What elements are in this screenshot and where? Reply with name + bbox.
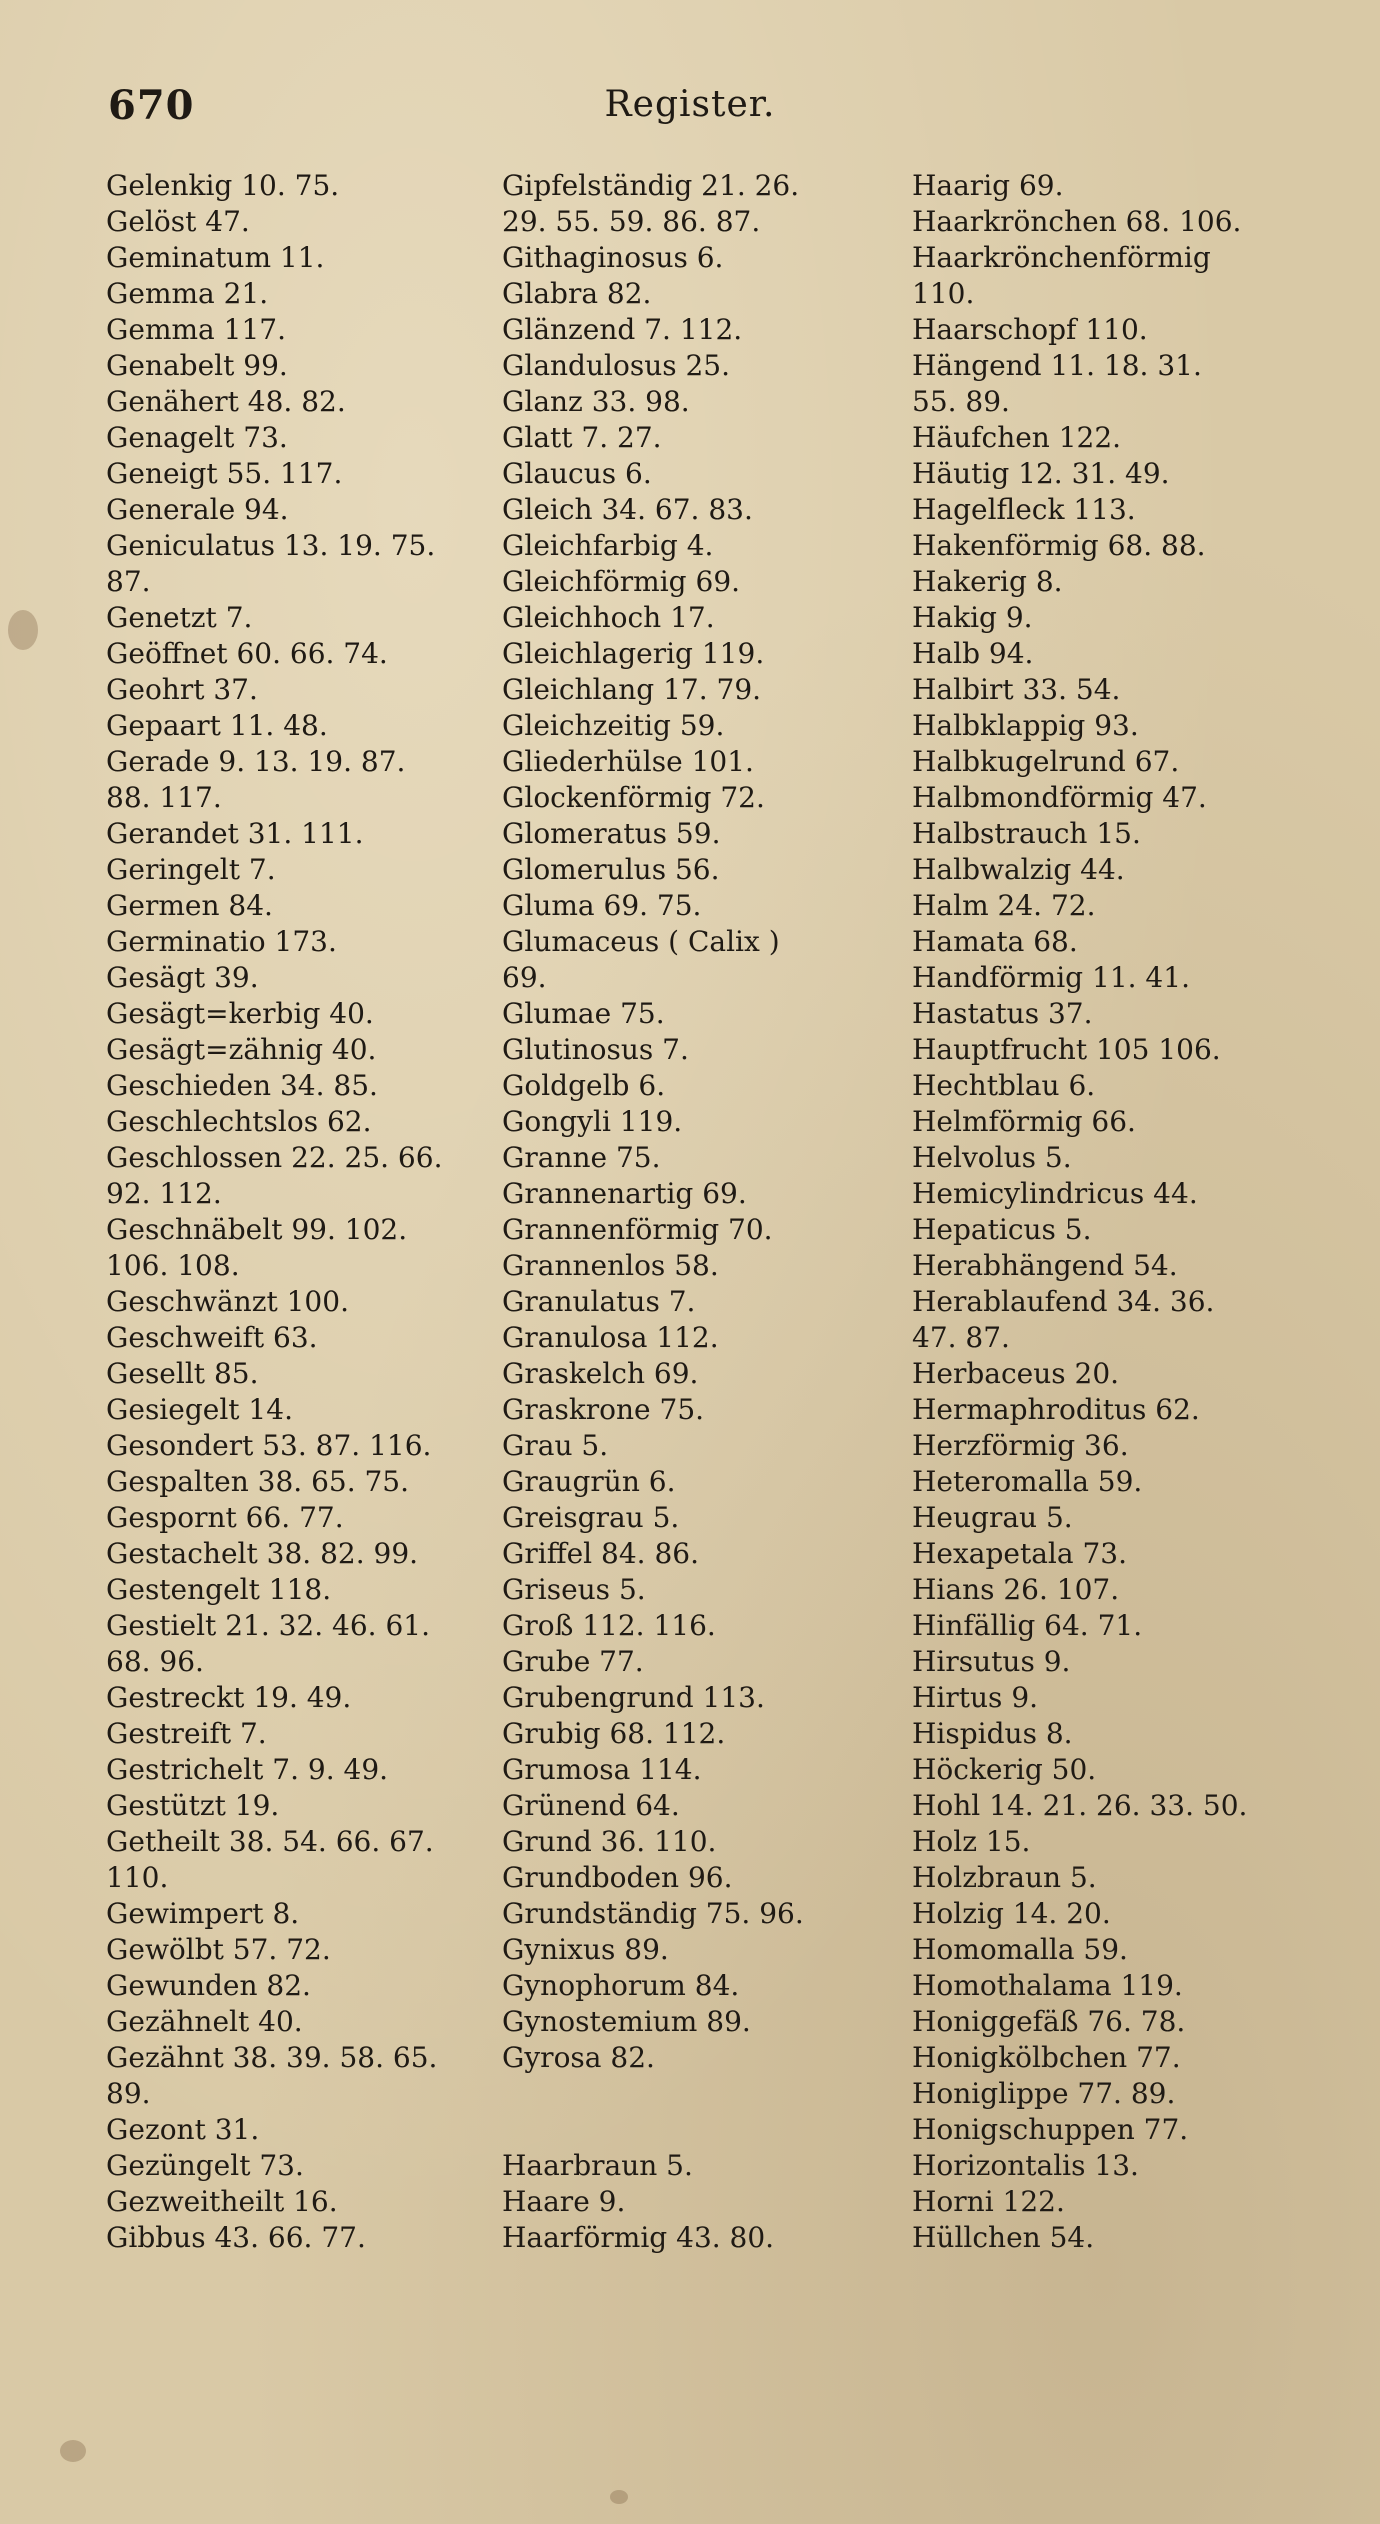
index-entry: Herbaceus 20. (912, 1357, 1120, 1390)
index-entry: 55. 89. (912, 385, 1010, 418)
index-entry: Honiggefäß 76. 78. (912, 2005, 1186, 2038)
index-entry: Herablaufend 34. 36. (912, 1285, 1215, 1318)
index-entry: 110. (106, 1861, 169, 1894)
index-entry: 69. (502, 961, 547, 994)
index-entry: Haarschopf 110. (912, 313, 1148, 346)
index-entry: Herabhängend 54. (912, 1249, 1178, 1282)
index-entry: Haare 9. (502, 2185, 626, 2218)
index-entry: Geschlechtslos 62. (106, 1105, 372, 1138)
index-entry: Hechtblau 6. (912, 1069, 1096, 1102)
index-entry: Griseus 5. (502, 1573, 646, 1606)
index-entry: Gesellt 85. (106, 1357, 259, 1390)
index-entry: Gerandet 31. 111. (106, 817, 364, 850)
index-entry: Halbklappig 93. (912, 709, 1139, 742)
index-entry: Genabelt 99. (106, 349, 288, 382)
index-entry: Glumaceus ( Calix ) (502, 925, 780, 958)
index-entry: Höckerig 50. (912, 1753, 1097, 1786)
index-entry: Glumae 75. (502, 997, 665, 1030)
index-entry: Geringelt 7. (106, 853, 276, 886)
index-entry: Glutinosus 7. (502, 1033, 689, 1066)
index-entry: Hüllchen 54. (912, 2221, 1095, 2254)
index-entry: Genähert 48. 82. (106, 385, 346, 418)
index-entry: Glaucus 6. (502, 457, 652, 490)
index-entry: Gesägt=kerbig 40. (106, 997, 374, 1030)
index-entry: Hispidus 8. (912, 1717, 1073, 1750)
paper-stain (60, 2440, 86, 2462)
index-entry: Gestielt 21. 32. 46. 61. (106, 1609, 431, 1642)
index-entry: 88. 117. (106, 781, 222, 814)
index-column-2 (502, 168, 912, 2256)
page-number: 670 (108, 82, 195, 129)
running-head: Register. (604, 84, 776, 125)
index-entry: Hohl 14. 21. 26. 33. 50. (912, 1789, 1248, 1822)
index-entry: Holzig 14. 20. (912, 1897, 1111, 1930)
index-entry: Granulosa 112. (502, 1321, 719, 1354)
index-entry: Geminatum 11. (106, 241, 325, 274)
index-entry: Goldgelb 6. (502, 1069, 666, 1102)
index-entry: Geschnäbelt 99. 102. (106, 1213, 408, 1246)
index-entry: Gespalten 38. 65. 75. (106, 1465, 410, 1498)
index-entry: Greisgrau 5. (502, 1501, 680, 1534)
index-entry: 87. (106, 565, 151, 598)
index-entry: Handförmig 11. 41. (912, 961, 1190, 994)
index-entry: Genagelt 73. (106, 421, 288, 454)
index-entry: Grau 5. (502, 1429, 609, 1462)
index-entry: Heteromalla 59. (912, 1465, 1143, 1498)
index-entry: Halbwalzig 44. (912, 853, 1125, 886)
index-entry: Gemma 21. (106, 277, 269, 310)
index-entry: Germen 84. (106, 889, 273, 922)
index-entry: Gleich 34. 67. 83. (502, 493, 753, 526)
index-entry: Honigschuppen 77. (912, 2113, 1189, 2146)
index-entry: 89. (106, 2077, 151, 2110)
index-entry: Graugrün 6. (502, 1465, 676, 1498)
index-entry: Gepaart 11. 48. (106, 709, 328, 742)
index-entry: Gerade 9. 13. 19. 87. (106, 745, 406, 778)
index-entry: Honigkölbchen 77. (912, 2041, 1181, 2074)
index-entry: Gewölbt 57. 72. (106, 1933, 331, 1966)
index-entry: Haarkrönchen 68. 106. (912, 205, 1242, 238)
index-entry: Gezüngelt 73. (106, 2149, 304, 2182)
index-entry: Gezweitheilt 16. (106, 2185, 338, 2218)
index-entry: Hakerig 8. (912, 565, 1063, 598)
index-entry: Halbmondförmig 47. (912, 781, 1207, 814)
index-entry: Hepaticus 5. (912, 1213, 1092, 1246)
index-entry: Glandulosus 25. (502, 349, 731, 382)
index-entry: Graskelch 69. (502, 1357, 699, 1390)
index-entry: Gestrichelt 7. 9. 49. (106, 1753, 389, 1786)
index-entry: Grünend 64. (502, 1789, 680, 1822)
index-entry: Halbkugelrund 67. (912, 745, 1180, 778)
column-gap (502, 2076, 912, 2112)
index-column-3 (912, 168, 1320, 2256)
index-entry: 68. 96. (106, 1645, 204, 1678)
index-entry: Hinfällig 64. 71. (912, 1609, 1143, 1642)
index-entry: Hastatus 37. (912, 997, 1093, 1030)
index-entry: Holz 15. (912, 1825, 1031, 1858)
index-entry: Geohrt 37. (106, 673, 258, 706)
index-entry: Hauptfrucht 105 106. (912, 1033, 1221, 1066)
index-entry: Hirsutus 9. (912, 1645, 1071, 1678)
index-entry: 110. (912, 277, 975, 310)
index-entry: Grubengrund 113. (502, 1681, 765, 1714)
index-entry: Germinatio 173. (106, 925, 337, 958)
index-entry: Gluma 69. 75. (502, 889, 702, 922)
index-entry: Heugrau 5. (912, 1501, 1073, 1534)
index-entry: Hamata 68. (912, 925, 1078, 958)
index-entry: Haarkrönchenförmig (912, 241, 1211, 274)
index-entry: Glänzend 7. 112. (502, 313, 743, 346)
index-entry: Geöffnet 60. 66. 74. (106, 637, 388, 670)
index-entry: Holzbraun 5. (912, 1861, 1097, 1894)
index-entry: Gynophorum 84. (502, 1969, 740, 2002)
index-entry: Halbirt 33. 54. (912, 673, 1121, 706)
index-entry: Hakig 9. (912, 601, 1033, 634)
index-entry: Hians 26. 107. (912, 1573, 1120, 1606)
column-gap (502, 2112, 912, 2148)
index-entry: Gewimpert 8. (106, 1897, 300, 1930)
index-entry: Hermaphroditus 62. (912, 1393, 1200, 1426)
index-entry: Getheilt 38. 54. 66. 67. (106, 1825, 434, 1858)
index-entry: Gestachelt 38. 82. 99. (106, 1537, 419, 1570)
index-entry: Gelenkig 10. 75. (106, 169, 340, 202)
index-entry: Gipfelständig 21. 26. (502, 169, 800, 202)
index-entry: 92. 112. (106, 1177, 222, 1210)
index-entry: Gespornt 66. 77. (106, 1501, 344, 1534)
index-entry: Gestreift 7. (106, 1717, 267, 1750)
index-entry: Horni 122. (912, 2185, 1065, 2218)
index-entry: Hängend 11. 18. 31. (912, 349, 1202, 382)
index-entry: Gynixus 89. (502, 1933, 669, 1966)
index-entry: Helvolus 5. (912, 1141, 1072, 1174)
index-entry: Githaginosus 6. (502, 241, 724, 274)
index-entry: Glatt 7. 27. (502, 421, 662, 454)
index-entry: Gelöst 47. (106, 205, 250, 238)
index-entry: Hakenförmig 68. 88. (912, 529, 1206, 562)
index-entry: Gezähnelt 40. (106, 2005, 303, 2038)
index-entry: Grumosa 114. (502, 1753, 702, 1786)
index-entry: 47. 87. (912, 1321, 1010, 1354)
index-entry: Geschlossen 22. 25. 66. (106, 1141, 443, 1174)
index-entry: Glockenförmig 72. (502, 781, 765, 814)
index-entry: Generale 94. (106, 493, 289, 526)
index-entry: Gewunden 82. (106, 1969, 311, 2002)
index-entry: Graskrone 75. (502, 1393, 705, 1426)
index-entry: Halb 94. (912, 637, 1034, 670)
index-entry: Gesägt 39. (106, 961, 259, 994)
index-entry: Gynostemium 89. (502, 2005, 751, 2038)
index-entry: Gleichförmig 69. (502, 565, 741, 598)
index-entry: Gyrosa 82. (502, 2041, 655, 2074)
index-entry: Homothalama 119. (912, 1969, 1183, 2002)
index-entry: Geneigt 55. 117. (106, 457, 343, 490)
index-entry: Geniculatus 13. 19. 75. (106, 529, 436, 562)
index-entry: Gezähnt 38. 39. 58. 65. (106, 2041, 438, 2074)
index-entry: Glanz 33. 98. (502, 385, 690, 418)
index-entry: Gleichlang 17. 79. (502, 673, 762, 706)
index-entry: Herzförmig 36. (912, 1429, 1129, 1462)
index-entry: Gemma 117. (106, 313, 286, 346)
index-entry: Halbstrauch 15. (912, 817, 1141, 850)
index-entry: Glomeratus 59. (502, 817, 721, 850)
index-entry: Genetzt 7. (106, 601, 253, 634)
index-entry: Haarig 69. (912, 169, 1064, 202)
index-entry: 106. 108. (106, 1249, 240, 1282)
index-entry: Gezont 31. (106, 2113, 260, 2146)
index-entry: Gibbus 43. 66. 77. (106, 2221, 366, 2254)
index-entry: Hagelfleck 113. (912, 493, 1136, 526)
index-entry: 29. 55. 59. 86. 87. (502, 205, 761, 238)
index-entry: Halm 24. 72. (912, 889, 1096, 922)
index-entry: Grannenartig 69. (502, 1177, 747, 1210)
index-entry: Haarförmig 43. 80. (502, 2221, 775, 2254)
index-entry: Haarbraun 5. (502, 2149, 693, 2182)
index-entry: Grannenförmig 70. (502, 1213, 773, 1246)
index-entry: Grannenlos 58. (502, 1249, 719, 1282)
index-entry: Gongyli 119. (502, 1105, 683, 1138)
index-entry: Geschieden 34. 85. (106, 1069, 378, 1102)
index-entry: Hirtus 9. (912, 1681, 1039, 1714)
index-column-1 (106, 168, 504, 2256)
index-entry: Gesiegelt 14. (106, 1393, 293, 1426)
index-entry: Gleichhoch 17. (502, 601, 715, 634)
index-entry: Glabra 82. (502, 277, 652, 310)
index-entry: Horizontalis 13. (912, 2149, 1139, 2182)
index-entry: Geschwänzt 100. (106, 1285, 349, 1318)
index-entry: Granulatus 7. (502, 1285, 696, 1318)
index-entry: Gleichlagerig 119. (502, 637, 765, 670)
index-entry: Gliederhülse 101. (502, 745, 754, 778)
index-entry: Gestützt 19. (106, 1789, 280, 1822)
index-entry: Grund 36. 110. (502, 1825, 717, 1858)
index-entry: Gleichzeitig 59. (502, 709, 725, 742)
index-entry: Grube 77. (502, 1645, 644, 1678)
index-entry: Granne 75. (502, 1141, 661, 1174)
index-entry: Honiglippe 77. 89. (912, 2077, 1176, 2110)
index-entry: Griffel 84. 86. (502, 1537, 699, 1570)
paper-stain (8, 610, 38, 650)
index-entry: Gestreckt 19. 49. (106, 1681, 352, 1714)
index-entry: Groß 112. 116. (502, 1609, 716, 1642)
index-entry: Homomalla 59. (912, 1933, 1128, 1966)
index-entry: Grundständig 75. 96. (502, 1897, 804, 1930)
index-entry: Geschweift 63. (106, 1321, 318, 1354)
index-entry: Häutig 12. 31. 49. (912, 457, 1170, 490)
index-entry: Grubig 68. 112. (502, 1717, 726, 1750)
index-entry: Helmförmig 66. (912, 1105, 1136, 1138)
index-entry: Hemicylindricus 44. (912, 1177, 1198, 1210)
paper-stain (610, 2490, 628, 2504)
index-entry: Gestengelt 118. (106, 1573, 332, 1606)
index-entry: Hexapetala 73. (912, 1537, 1127, 1570)
index-entry: Glomerulus 56. (502, 853, 720, 886)
index-entry: Häufchen 122. (912, 421, 1122, 454)
index-entry: Gesondert 53. 87. 116. (106, 1429, 432, 1462)
index-entry: Grundboden 96. (502, 1861, 733, 1894)
index-entry: Gesägt=zähnig 40. (106, 1033, 377, 1066)
index-entry: Gleichfarbig 4. (502, 529, 714, 562)
